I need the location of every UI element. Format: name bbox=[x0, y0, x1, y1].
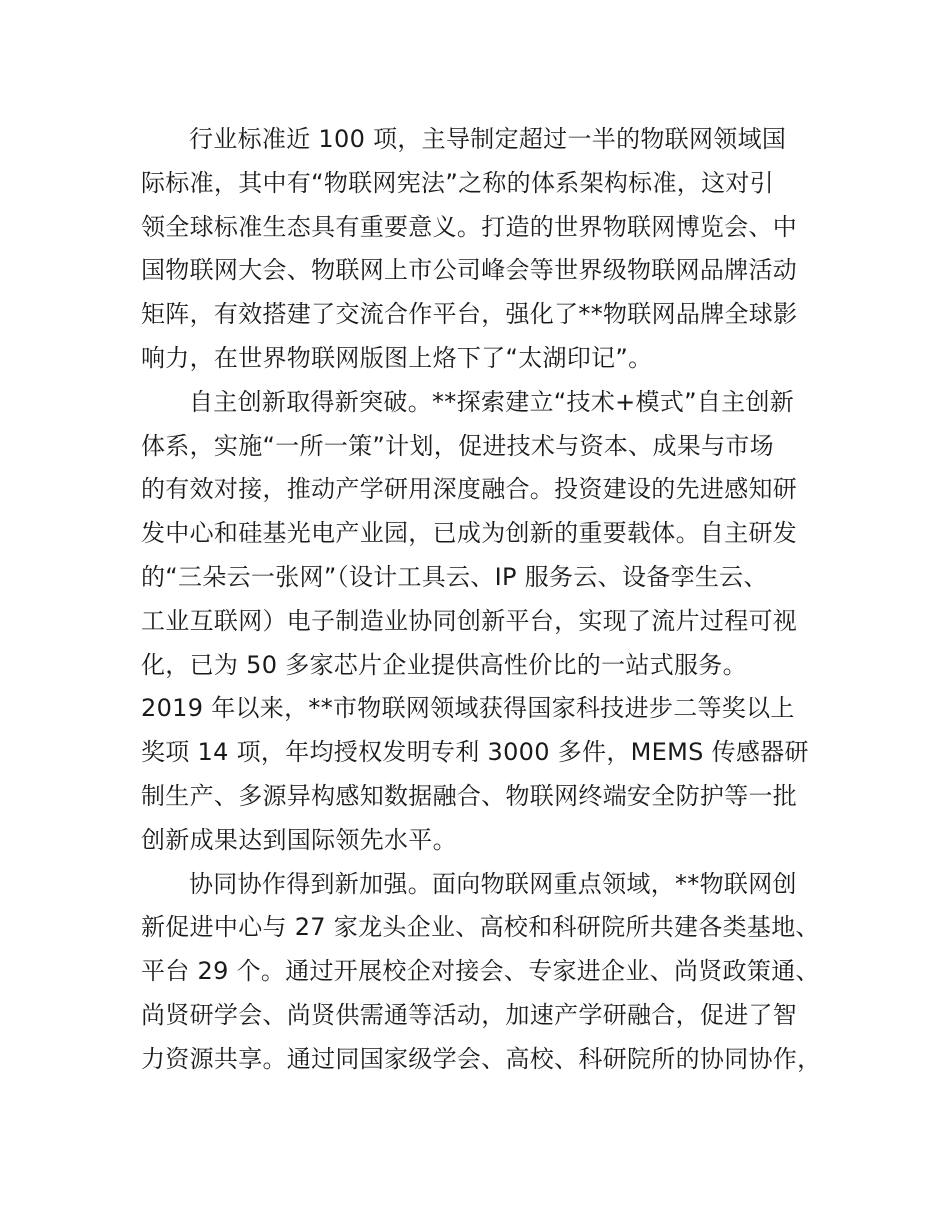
text-line: 工业互联网）电子制造业协同创新平台，实现了流片过程可视 bbox=[141, 606, 798, 635]
paragraph-standards bbox=[141, 118, 831, 381]
text-line: 力资源共享。通过同国家级学会、高校、科研院所的协同协作， bbox=[141, 1044, 822, 1073]
paragraph-innovation bbox=[141, 381, 831, 863]
text-line: 响力，在世界物联网版图上烙下了“太湖印记”。 bbox=[141, 343, 653, 372]
text-line: 2019 年以来，**市物联网领域获得国家科技进步二等奖以上 bbox=[141, 694, 795, 723]
text-line: 的有效对接，推动产学研用深度融合。投资建设的先进感知研 bbox=[141, 475, 798, 504]
text-line: 领全球标准生态具有重要意义。打造的世界物联网博览会、中 bbox=[141, 212, 798, 241]
text-line: 国物联网大会、物联网上市公司峰会等世界级物联网品牌活动 bbox=[141, 256, 798, 285]
text-line: 奖项 14 项，年均授权发明专利 3000 多件，MEMS 传感器研 bbox=[141, 738, 809, 767]
text-line: 体系，实施“一所一策”计划，促进技术与资本、成果与市场 bbox=[141, 431, 774, 460]
text-line: 际标准，其中有“物联网宪法”之称的体系架构标准，这对引 bbox=[141, 168, 774, 197]
text-line: 尚贤研学会、尚贤供需通等活动，加速产学研融合，促进了智 bbox=[141, 1000, 798, 1029]
text-line: 平台 29 个。通过开展校企对接会、专家进企业、尚贤政策通、 bbox=[141, 957, 820, 986]
text-line: 自主创新取得新突破。**探索建立“技术+模式”自主创新 bbox=[189, 387, 795, 416]
text-line: 制生产、多源异构感知数据融合、物联网终端安全防护等一批 bbox=[141, 781, 798, 810]
text-line: 行业标准近 100 项，主导制定超过一半的物联网领域国 bbox=[189, 125, 787, 153]
text-line: 创新成果达到国际领先水平。 bbox=[141, 825, 457, 854]
text-line: 的“三朵云一张网”（设计工具云、IP 服务云、设备孪生云、 bbox=[141, 562, 768, 591]
text-line: 矩阵，有效搭建了交流合作平台，强化了**物联网品牌全球影 bbox=[141, 300, 798, 329]
text-line: 新促进中心与 27 家龙头企业、高校和科研院所共建各类基地、 bbox=[141, 913, 820, 942]
paragraph-collaboration bbox=[141, 863, 831, 1082]
text-line: 协同协作得到新加强。面向物联网重点领域，**物联网创 bbox=[189, 869, 797, 898]
text-line: 发中心和硅基光电产业园，已成为创新的重要载体。自主研发 bbox=[141, 519, 798, 548]
text-line: 化，已为 50 多家芯片企业提供高性价比的一站式服务。 bbox=[141, 650, 747, 679]
document-body bbox=[141, 118, 831, 1082]
